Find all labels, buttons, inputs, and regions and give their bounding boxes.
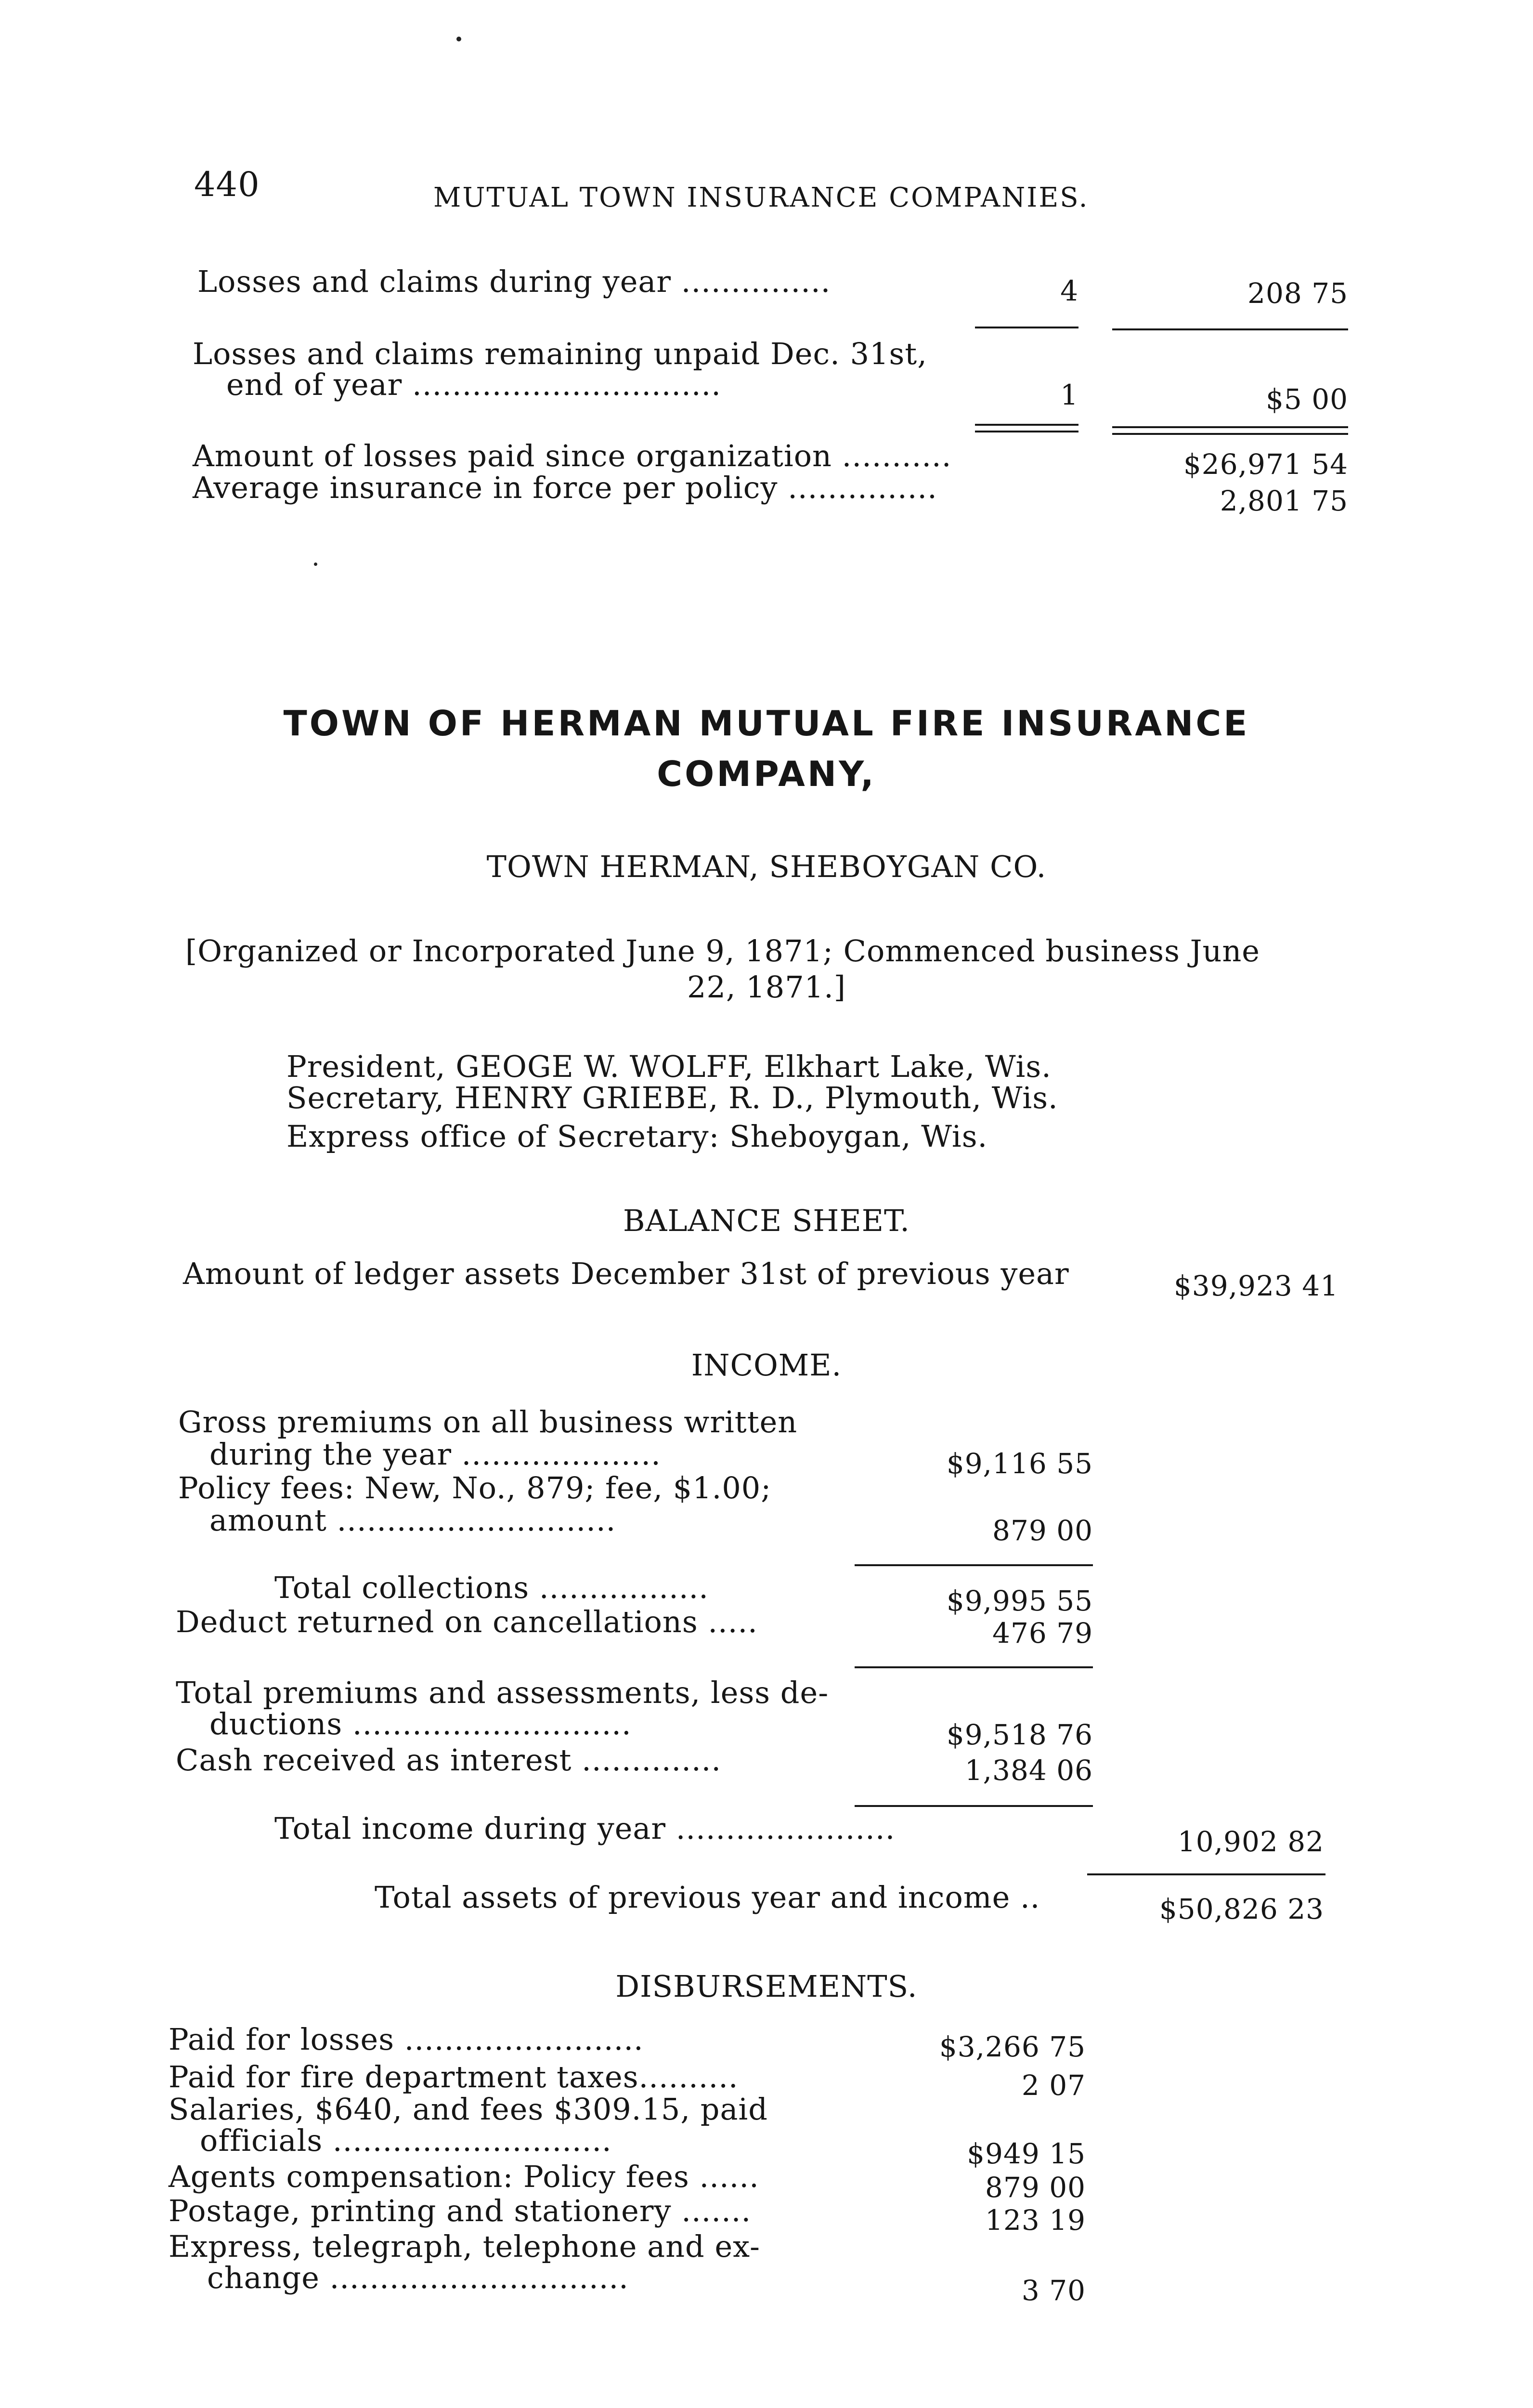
balance-sheet-heading: BALANCE SHEET. — [623, 1203, 910, 1238]
disb-item-amount: 123 19 — [985, 2204, 1086, 2237]
losses-unpaid-label-2: end of year ............................... — [226, 367, 721, 402]
gross-premiums-amount: $9,116 55 — [946, 1447, 1093, 1480]
interest-amount: 1,384 06 — [964, 1754, 1093, 1787]
scan-speck — [456, 37, 461, 41]
ledger-assets-label: Amount of ledger assets December 31st of previous year — [183, 1256, 1069, 1291]
total-premiums-amount: $9,518 76 — [946, 1718, 1093, 1751]
income-heading: INCOME. — [691, 1348, 842, 1383]
disb-item-label: Paid for fire department taxes.......... — [169, 2059, 739, 2094]
disb-item-amount: $3,266 75 — [939, 2030, 1086, 2063]
deduct-returned-label: Deduct returned on cancellations ..... — [176, 1604, 758, 1639]
losses-unpaid-label-1: Losses and claims remaining unpaid Dec. 31st, — [193, 336, 927, 371]
double-rule — [1112, 426, 1348, 435]
express-office: Express office of Secretary: Sheboygan, Wis. — [286, 1119, 988, 1154]
total-assets-label: Total assets of previous year and income .. — [375, 1880, 1040, 1915]
total-income-amount: 10,902 82 — [1177, 1825, 1324, 1858]
disb-item-label: Salaries, $640, and fees $309.15, paid — [169, 2092, 768, 2127]
disb-item-label: Paid for losses ........................ — [169, 2022, 644, 2057]
losses-unpaid-count: 1 — [1060, 379, 1078, 411]
losses-during-year-amount: 208 75 — [1247, 277, 1348, 310]
policy-fees-amount: 879 00 — [992, 1514, 1093, 1547]
disb-item-label-cont: change .............................. — [207, 2260, 629, 2295]
rule — [855, 1564, 1093, 1566]
disb-item-amount: 2 07 — [1021, 2069, 1086, 2102]
gross-premiums-line-2: during the year .................... — [209, 1437, 661, 1472]
disb-item-label: Postage, printing and stationery ....... — [169, 2193, 752, 2228]
disb-item-amount: 3 70 — [1021, 2274, 1086, 2307]
policy-fees-line-1: Policy fees: New, No., 879; fee, $1.00; — [178, 1470, 772, 1505]
total-collections-amount: $9,995 55 — [946, 1584, 1093, 1617]
rule — [975, 327, 1078, 328]
total-collections-label: Total collections ................. — [274, 1570, 709, 1605]
losses-paid-since-org-label: Amount of losses paid since organization ........... — [193, 438, 952, 473]
disb-item-label: Agents compensation: Policy fees ...... — [169, 2159, 759, 2194]
total-premiums-line-1: Total premiums and assessments, less de- — [176, 1675, 829, 1710]
losses-unpaid-amount: $5 00 — [1265, 383, 1348, 416]
company-title-line-1: TOWN OF HERMAN MUTUAL FIRE INSURANCE — [283, 703, 1250, 744]
ledger-assets-amount: $39,923 41 — [1173, 1269, 1338, 1302]
page-number: 440 — [194, 165, 260, 204]
total-premiums-line-2: ductions ............................ — [209, 1706, 632, 1741]
gross-premiums-line-1: Gross premiums on all business written — [178, 1404, 798, 1440]
president: President, GEOGE W. WOLFF, Elkhart Lake, Wis. — [286, 1049, 1052, 1084]
avg-insurance-label: Average insurance in force per policy ............... — [193, 470, 937, 505]
disb-item-amount: $949 15 — [967, 2137, 1086, 2170]
deduct-returned-amount: 476 79 — [992, 1617, 1093, 1649]
secretary: Secretary, HENRY GRIEBE, R. D., Plymouth, Wis. — [286, 1080, 1058, 1115]
disb-item-label-cont: officials ............................ — [200, 2123, 612, 2158]
disbursements-heading: DISBURSEMENTS. — [615, 1969, 918, 2004]
rule — [855, 1805, 1093, 1807]
company-title-line-2: COMPANY, — [657, 754, 876, 794]
losses-paid-since-org-amount: $26,971 54 — [1183, 448, 1348, 481]
company-location: TOWN HERMAN, SHEBOYGAN CO. — [486, 849, 1047, 884]
interest-label: Cash received as interest .............. — [176, 1742, 722, 1778]
double-rule — [975, 424, 1078, 432]
policy-fees-line-2: amount ............................ — [209, 1503, 616, 1538]
running-title: MUTUAL TOWN INSURANCE COMPANIES. — [433, 182, 1089, 213]
scan-speck — [314, 563, 317, 566]
losses-during-year-label: Losses and claims during year ............... — [197, 264, 831, 299]
total-assets-amount: $50,826 23 — [1159, 1893, 1324, 1925]
rule — [855, 1666, 1093, 1668]
organized-line-2: 22, 1871.] — [687, 969, 846, 1005]
disb-item-amount: 879 00 — [985, 2171, 1086, 2204]
total-income-label: Total income during year ...................... — [274, 1811, 896, 1846]
avg-insurance-amount: 2,801 75 — [1220, 484, 1348, 517]
rule — [1112, 328, 1348, 330]
disb-item-label: Express, telegraph, telephone and ex- — [169, 2229, 760, 2264]
rule — [1087, 1873, 1325, 1875]
losses-during-year-count: 4 — [1060, 275, 1078, 307]
organized-line-1: [Organized or Incorporated June 9, 1871; Commenced business June — [185, 933, 1260, 968]
